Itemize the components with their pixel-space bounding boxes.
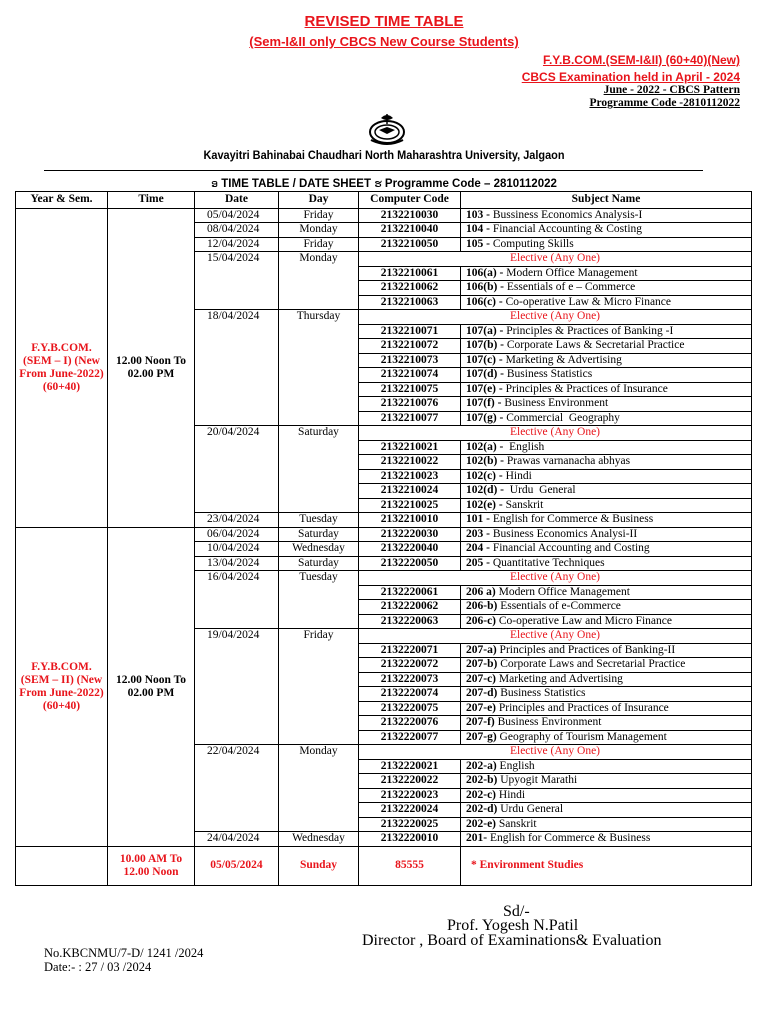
subject-number: 102(e) - [466,498,503,511]
subject-name: Business Economics Analysi-II [489,527,638,540]
subject-number: 107(b) - [466,339,505,352]
computer-code-cell: 2132210063 [359,295,461,310]
computer-code-cell: 2132220050 [359,556,461,571]
subject-number: 206-b) [466,600,498,613]
subject-number: 207-e) [466,701,497,714]
table-header-row [16,192,752,209]
subject-name: Urdu General [497,803,564,816]
subject-cell [461,730,752,745]
subject-name: Corporate Laws and Secretarial Practice [497,658,686,671]
subject-number: 104 - [466,223,490,236]
subject-name: Business Statistics [497,687,586,700]
subject-name: Prawas varnanacha abhyas [504,455,631,468]
subject-name: Computing Skills [489,237,574,250]
day-cell: Friday [279,208,359,223]
subject-cell [461,237,752,252]
elective-label: Elective (Any One) [359,310,752,325]
computer-code-cell: 2132210050 [359,237,461,252]
day-cell: Monday [279,252,359,310]
subject-cell [461,600,752,615]
subject-name: Sanskrit [502,498,544,511]
computer-code-cell: 2132210073 [359,353,461,368]
subject-number: 102(d) - [466,484,505,497]
computer-code-cell: 2132210076 [359,397,461,412]
computer-code-cell: 2132210021 [359,440,461,455]
year-sem-cell: F.Y.B.COM. (SEM – II) (New From June-2022) (60+40) [16,527,108,846]
subject-cell [461,281,752,296]
subject-number: 207-g) [466,730,497,743]
subject-cell [461,803,752,818]
subject-number: 107(a) - [466,324,504,337]
computer-code-cell: 2132210062 [359,281,461,296]
date-cell: 13/04/2024 [195,556,279,571]
subject-name: Principles and Practices of Banking-II [496,643,676,656]
subject-name: Business Environment [501,397,609,410]
subject-cell [461,382,752,397]
date-cell: 23/04/2024 [195,513,279,528]
day-cell: Friday [279,237,359,252]
subject-number: 207-a) [466,643,497,656]
timetable [15,191,752,886]
date-cell: 18/04/2024 [195,310,279,426]
subject-number: 206 a) [466,585,496,598]
env-code: 85555 [359,846,461,885]
col-day: Day [279,192,359,209]
subject-number: 107(f) - [466,397,502,410]
subject-cell [461,832,752,847]
subject-cell [461,411,752,426]
reference-date: Date:- : 27 / 03 /2024 [44,960,152,974]
day-cell: Friday [279,629,359,745]
subject-name: Sanskrit [496,817,537,830]
subject-name: Corporate Laws & Secretarial Practice [504,339,685,352]
subject-number: 103 - [466,208,490,221]
subject-name: Principles & Practices of Insurance [502,382,668,395]
elective-label: Elective (Any One) [359,745,752,760]
date-cell: 10/04/2024 [195,542,279,557]
subject-cell [461,556,752,571]
subject-name: Urdu General [504,484,576,497]
subject-name: Quantitative Techniques [489,556,605,569]
subject-number: 205 - [466,556,490,569]
date-cell: 20/04/2024 [195,426,279,513]
subject-name: Bussiness Economics Analysis-I [489,208,643,221]
subject-number: 203 - [466,527,490,540]
elective-label: Elective (Any One) [359,426,752,441]
date-cell: 12/04/2024 [195,237,279,252]
subject-cell [461,774,752,789]
computer-code-cell: 2132220075 [359,701,461,716]
computer-code-cell: 2132220073 [359,672,461,687]
date-cell: 19/04/2024 [195,629,279,745]
subject-name: Commercial Geography [503,411,620,424]
table-row [16,208,752,223]
subject-number: 201- [466,832,488,845]
subject-name: Principles and Practices of Insurance [496,701,669,714]
subject-cell [461,542,752,557]
computer-code-cell: 2132210077 [359,411,461,426]
subject-cell [461,513,752,528]
computer-code-cell: 2132220072 [359,658,461,673]
computer-code-cell: 2132210072 [359,339,461,354]
elective-label: Elective (Any One) [359,571,752,586]
subject-name: English [503,440,545,453]
subject-name: Principles & Practices of Banking -I [503,324,674,337]
pattern-line: June - 2022 - CBCS Pattern [603,84,740,96]
subject-number: 106(b) - [466,281,505,294]
subject-number: 202-a) [466,759,497,772]
subject-name: English for Commerce & Business [487,832,651,845]
day-cell: Saturday [279,556,359,571]
computer-code-cell: 2132220076 [359,716,461,731]
subject-name: Geography of Tourism Management [496,730,667,743]
subject-number: 202-d) [466,803,498,816]
subject-cell [461,208,752,223]
computer-code-cell: 2132220024 [359,803,461,818]
subject-number: 202-c) [466,788,497,801]
year-sem-cell: F.Y.B.COM. (SEM – I) (New From June-2022) (60+40) [16,208,108,527]
col-code: Computer Code [359,192,461,209]
subject-cell [461,658,752,673]
timetable-label: TIME TABLE / DATE SHEET [221,178,371,190]
doc-title: REVISED TIME TABLE [304,13,464,30]
timetable-code: Programme Code – 2810112022 [384,178,557,190]
day-cell: Tuesday [279,571,359,629]
subject-number: 102(c) - [466,469,503,482]
subject-cell [461,223,752,238]
subject-number: 207-f) [466,716,495,729]
computer-code-cell: 2132210022 [359,455,461,470]
subject-cell [461,266,752,281]
ornament-left-icon: ອ [211,178,219,190]
subject-name: Hindi [496,788,526,801]
date-cell: 08/04/2024 [195,223,279,238]
subject-cell [461,339,752,354]
computer-code-cell: 2132210030 [359,208,461,223]
subject-name: Marketing & Advertising [502,353,622,366]
subject-cell [461,817,752,832]
subject-cell [461,687,752,702]
day-cell: Thursday [279,310,359,426]
elective-label: Elective (Any One) [359,629,752,644]
subject-number: 207-c) [466,672,497,685]
subject-cell [461,701,752,716]
exam-line: CBCS Examination held in April - 2024 [521,70,740,84]
subject-number: 207-d) [466,687,498,700]
computer-code-cell: 2132220021 [359,759,461,774]
day-cell: Wednesday [279,832,359,847]
subject-cell [461,324,752,339]
col-subject: Subject Name [461,192,752,209]
computer-code-cell: 2132220023 [359,788,461,803]
col-time: Time [108,192,195,209]
subject-name: Essentials of e-Commerce [497,600,621,613]
subject-name: Modern Office Management [503,266,638,279]
university-name: Kavayitri Bahinabai Chaudhari North Maharashtra University, Jalgaon [203,150,565,162]
env-time: 10.00 AM To 12.00 Noon [108,846,195,885]
day-cell: Monday [279,223,359,238]
subject-cell [461,527,752,542]
computer-code-cell: 2132210071 [359,324,461,339]
subject-name: Marketing and Advertising [496,672,623,685]
computer-code-cell: 2132220062 [359,600,461,615]
subject-name: English [496,759,535,772]
subject-number: 206-c) [466,614,497,627]
subject-name: Upyogit Marathi [497,774,578,787]
subject-number: 101 - [466,513,490,526]
computer-code-cell: 2132220074 [359,687,461,702]
subject-number: 202-e) [466,817,497,830]
subject-cell [461,672,752,687]
subject-cell [461,643,752,658]
day-cell: Monday [279,745,359,832]
table-row [16,527,752,542]
date-cell: 15/04/2024 [195,252,279,310]
subject-cell [461,295,752,310]
subject-name: Financial Accounting and Costing [489,542,650,555]
subject-cell [461,469,752,484]
subject-name: Business Statistics [504,368,593,381]
subject-cell [461,759,752,774]
date-cell: 16/04/2024 [195,571,279,629]
computer-code-cell: 2132220025 [359,817,461,832]
subject-name: Co-operative Law & Micro Finance [502,295,672,308]
computer-code-cell: 2132220010 [359,832,461,847]
course-line: F.Y.B.COM.(SEM-I&II) (60+40)(New) [542,53,740,67]
subject-number: 107(g) - [466,411,504,424]
date-cell: 22/04/2024 [195,745,279,832]
subject-number: 107(c) - [466,353,503,366]
computer-code-cell: 2132220030 [359,527,461,542]
doc-subtitle: (Sem-I&II only CBCS New Course Students) [249,34,519,49]
computer-code-cell: 2132210010 [359,513,461,528]
computer-code-cell: 2132210040 [359,223,461,238]
subject-number: 106(c) - [466,295,503,308]
computer-code-cell: 2132220022 [359,774,461,789]
programme-code-line: Programme Code -2810112022 [589,97,740,109]
subject-name: English for Commerce & Business [489,513,654,526]
subject-cell [461,397,752,412]
subject-name: Hindi [502,469,532,482]
university-logo [365,110,409,146]
env-year [16,846,108,885]
reference-number: No.KBCNMU/7-D/ 1241 /2024 [44,946,204,960]
env-subject: * Environment Studies [461,846,752,885]
timetable-heading [0,177,768,190]
subject-cell [461,614,752,629]
date-cell: 05/04/2024 [195,208,279,223]
signature-sd: Sd/- [503,903,530,920]
day-cell: Tuesday [279,513,359,528]
computer-code-cell: 2132220061 [359,585,461,600]
date-cell: 24/04/2024 [195,832,279,847]
computer-code-cell: 2132210075 [359,382,461,397]
env-date: 05/05/2024 [195,846,279,885]
computer-code-cell: 2132210074 [359,368,461,383]
subject-number: 102(a) - [466,440,504,453]
header-divider [44,170,703,171]
subject-name: Modern Office Management [495,585,630,598]
computer-code-cell: 2132220040 [359,542,461,557]
subject-number: 107(d) - [466,368,505,381]
day-cell: Saturday [279,527,359,542]
col-date: Date [195,192,279,209]
day-cell: Wednesday [279,542,359,557]
subject-cell [461,484,752,499]
elective-label: Elective (Any One) [359,252,752,267]
subject-name: Business Environment [494,716,602,729]
table-row-env [16,846,752,885]
signatory-designation: Director , Board of Examinations& Evaluation [362,932,662,949]
subject-cell [461,716,752,731]
time-cell: 12.00 Noon To 02.00 PM [108,208,195,527]
subject-cell [461,368,752,383]
subject-name: Financial Accounting & Costing [489,223,643,236]
computer-code-cell: 2132210024 [359,484,461,499]
computer-code-cell: 2132220063 [359,614,461,629]
subject-cell [461,585,752,600]
date-cell: 06/04/2024 [195,527,279,542]
col-year: Year & Sem. [16,192,108,209]
subject-name: Co-operative Law and Micro Finance [496,614,672,627]
ornament-right-icon: ຮ [374,178,382,190]
computer-code-cell: 2132210023 [359,469,461,484]
subject-number: 102(b) - [466,455,505,468]
day-cell: Saturday [279,426,359,513]
computer-code-cell: 2132210025 [359,498,461,513]
time-cell: 12.00 Noon To 02.00 PM [108,527,195,846]
subject-cell [461,788,752,803]
subject-cell [461,455,752,470]
subject-cell [461,353,752,368]
subject-cell [461,440,752,455]
computer-code-cell: 2132220077 [359,730,461,745]
subject-name: Essentials of e – Commerce [504,281,636,294]
computer-code-cell: 2132210061 [359,266,461,281]
subject-number: 105 - [466,237,490,250]
env-day: Sunday [279,846,359,885]
subject-number: 204 - [466,542,490,555]
computer-code-cell: 2132220071 [359,643,461,658]
subject-number: 202-b) [466,774,498,787]
subject-number: 207-b) [466,658,498,671]
subject-cell [461,498,752,513]
signatory-name: Prof. Yogesh N.Patil [447,917,579,934]
subject-number: 106(a) - [466,266,504,279]
subject-number: 107(e) - [466,382,503,395]
